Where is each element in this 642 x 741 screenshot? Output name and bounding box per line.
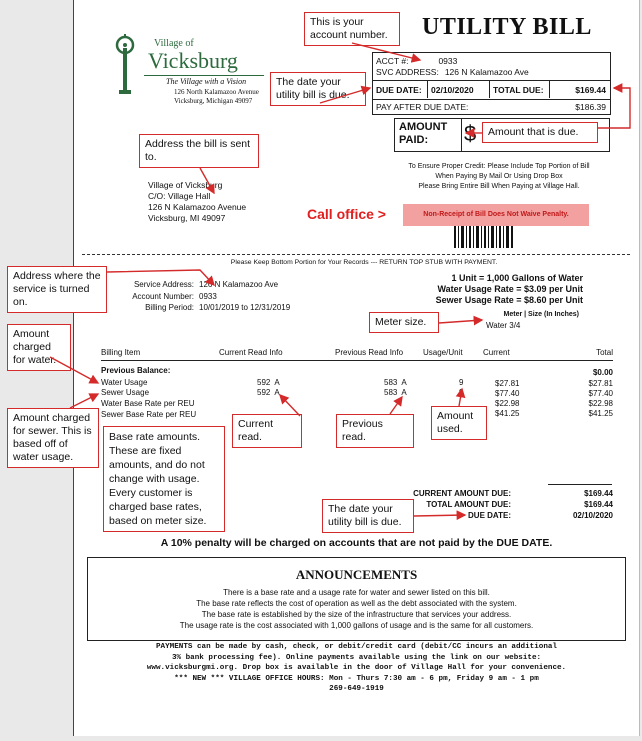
- announcement-line-1: There is a base rate and a usage rate for water and sewer listed on this bill.: [223, 588, 490, 597]
- account-number-value: 0933: [199, 291, 217, 301]
- pay-after-due-label: PAY AFTER DUE DATE:: [376, 102, 469, 112]
- row-total: $27.81: [588, 379, 613, 388]
- previous-balance-total: $0.00: [592, 368, 613, 377]
- row-current: $22.98: [495, 399, 520, 408]
- previous-balance-label: Previous Balance:: [101, 366, 171, 375]
- acct-label: ACCT #:: [376, 56, 409, 66]
- annotation-address-sent: Address the bill is sent to.: [139, 134, 259, 168]
- announcement-line-3: The base rate is established by the size of the infrastructure that services your address.: [201, 610, 512, 619]
- annotation-current-read: Current read.: [232, 414, 302, 448]
- payment-footer: [74, 642, 639, 695]
- annotation-base-rate: Base rate amounts. These are fixed amounts, and do not change with usage. Every customer is charged base rates, based on meter size.: [103, 426, 225, 532]
- row-current: $77.40: [495, 389, 520, 398]
- billing-period-value: 10/01/2019 to 12/31/2019: [199, 303, 291, 312]
- annotation-date-due: The date your utility bill is due.: [270, 72, 366, 106]
- instructions-line-2: When Paying By Mail Or Using Drop Box: [435, 173, 563, 180]
- pay-after-due-value: $186.39: [575, 102, 606, 112]
- annotation-sewer-charge: Amount charged for sewer. This is based off of water usage.: [7, 408, 99, 468]
- mail-line-1: Village of Vicksburg: [148, 180, 223, 190]
- service-address-value: 126 N Kalamazoo Ave: [199, 280, 279, 289]
- row-current-read: 592 A: [257, 378, 280, 387]
- service-address-label: Service Address:: [133, 280, 194, 289]
- announcement-line-2: The base rate reflects the cost of operation as well as the debt associated with the system.: [196, 599, 517, 608]
- service-info-values: [199, 279, 290, 314]
- account-number-label: Account Number:: [132, 291, 194, 301]
- meter-value: Water 3/4: [486, 321, 521, 330]
- mail-line-3: 126 N Kalamazoo Avenue: [148, 202, 247, 212]
- col-header-current: Current: [483, 348, 510, 357]
- col-header-current-read: Current Read Info: [219, 348, 283, 357]
- payment-instructions: [374, 162, 624, 192]
- mailing-address: [148, 180, 246, 224]
- announcement-line-4: The usage rate is the cost associated with 1,000 gallons of usage and is the same for all customers.: [179, 621, 534, 630]
- logo-village-label: Village of: [154, 38, 194, 49]
- total-due-value: $169.44: [575, 85, 606, 95]
- row-item: Water Base Rate per REU: [101, 399, 195, 408]
- amount-paid-label: AMOUNT PAID:: [399, 121, 448, 146]
- logo-name: Vicksburg: [148, 48, 238, 73]
- row-item: Water Usage: [101, 378, 148, 387]
- row-usage: 9: [459, 388, 464, 397]
- annotation-previous-read: Previous read.: [336, 414, 414, 448]
- due-date-label: DUE DATE:: [376, 85, 422, 95]
- account-box: [372, 52, 611, 115]
- logo-tagline: The Village with a Vision: [166, 77, 247, 86]
- row-current: $41.25: [495, 409, 520, 418]
- due-date-value: 02/10/2020: [431, 85, 474, 95]
- total-amount-due-value: $169.44: [584, 500, 613, 509]
- row-current-read: 592 A: [257, 388, 280, 397]
- announcements-box: [87, 557, 626, 641]
- penalty-notice-banner: Non-Receipt of Bill Does Not Waive Penalty.: [403, 204, 589, 226]
- logo-address-1: 126 North Kalamazoo Avenue: [174, 88, 259, 96]
- row-item: Sewer Usage: [101, 388, 150, 397]
- mail-line-4: Vicksburg, MI 49097: [148, 213, 226, 223]
- announcements-title: ANNOUNCEMENTS: [295, 567, 418, 582]
- col-header-previous-read: Previous Read Info: [335, 348, 404, 357]
- instructions-line-1: To Ensure Proper Credit: Please Include Top Portion of Bill: [408, 163, 590, 170]
- footer-line-4: *** NEW *** VILLAGE OFFICE HOURS: Mon - Thurs 7:30 am - 6 pm, Friday 9 am - 1 pm: [174, 674, 539, 683]
- total-amount-due-label: TOTAL AMOUNT DUE:: [426, 500, 511, 509]
- row-usage: 9: [459, 378, 464, 387]
- svc-address-label: SVC ADDRESS:: [376, 67, 439, 77]
- acct-value: 0933: [438, 56, 458, 66]
- totals-labels: [413, 488, 511, 521]
- logo-address-2: Vicksburg, Michigan 49097: [174, 97, 253, 105]
- call-office-text: Call office >: [307, 206, 386, 222]
- current-amount-due-value: $169.44: [584, 489, 613, 498]
- row-item: Sewer Base Rate per REU: [101, 410, 197, 419]
- meter-header: Meter | Size (In Inches): [503, 311, 579, 318]
- village-logo: [114, 30, 284, 108]
- total-due-label: TOTAL DUE:: [493, 85, 544, 95]
- col-header-total: Total: [596, 348, 613, 357]
- barcode-icon: [454, 226, 514, 248]
- announcements-body: [88, 587, 625, 631]
- annotation-water-charge: Amount charged for water.: [7, 324, 71, 371]
- unit-definition: 1 Unit = 1,000 Gallons of Water: [451, 273, 583, 283]
- annotation-meter-size: Meter size.: [369, 312, 439, 333]
- stub-instruction: Please Keep Bottom Portion for Your Records --- RETURN TOP STUB WITH PAYMENT.: [230, 259, 498, 266]
- col-header-billing-item: Billing Item: [101, 348, 141, 357]
- rates-block: [436, 273, 583, 306]
- perforation-line: [82, 254, 630, 255]
- clock-tower-icon: [114, 34, 136, 96]
- row-total: $22.98: [588, 399, 613, 408]
- mail-line-2: C/O: Village Hall: [148, 191, 211, 201]
- instructions-line-3: Please Bring Entire Bill When Paying at Village Hall.: [418, 183, 580, 190]
- water-usage-rate: Water Usage Rate = $3.09 per Unit: [437, 284, 583, 294]
- totals-values: [573, 488, 613, 521]
- due-date-value-bottom: 02/10/2020: [572, 511, 613, 520]
- row-current: $27.81: [495, 379, 520, 388]
- penalty-line: A 10% penalty will be charged on accounts that are not paid by the DUE DATE.: [160, 537, 553, 549]
- utility-bill-page: [73, 0, 640, 736]
- annotation-account-number: This is your account number.: [304, 12, 400, 46]
- row-total: $77.40: [588, 389, 613, 398]
- current-amount-due-label: CURRENT AMOUNT DUE:: [413, 489, 511, 498]
- svc-address-value: 126 N Kalamazoo Ave: [444, 67, 529, 77]
- footer-line-5: 269-649-1919: [329, 685, 384, 693]
- sewer-usage-rate: Sewer Usage Rate = $8.60 per Unit: [435, 295, 583, 305]
- row-total: $41.25: [588, 409, 613, 418]
- row-previous-read: 583 A: [384, 378, 407, 387]
- row-previous-read: 583 A: [384, 388, 407, 397]
- footer-line-3: www.vicksburgmi.org. Drop box is available in the door of Village Hall for your convenience.: [146, 664, 567, 672]
- footer-line-2: 3% bank processing fee). Online payments available using the link on our website:: [171, 653, 542, 662]
- bill-title: UTILITY BILL: [422, 14, 592, 40]
- annotation-amount-used: Amount used.: [431, 406, 487, 440]
- annotation-service-address: Address where the service is turned on.: [7, 266, 107, 313]
- annotation-amount-due: Amount that is due.: [482, 122, 598, 143]
- logo-underline: [144, 75, 264, 76]
- annotation-date-due-2: The date your utility bill is due.: [322, 499, 414, 533]
- billing-period-label: Billing Period:: [145, 303, 194, 312]
- dollar-sign: $: [464, 121, 477, 146]
- footer-line-1: PAYMENTS can be made by cash, check, or debit/credit card (debit/CC incurs an additional: [155, 643, 557, 651]
- col-header-usage-unit: Usage/Unit: [423, 348, 463, 357]
- due-date-label-bottom: DUE DATE:: [468, 511, 511, 520]
